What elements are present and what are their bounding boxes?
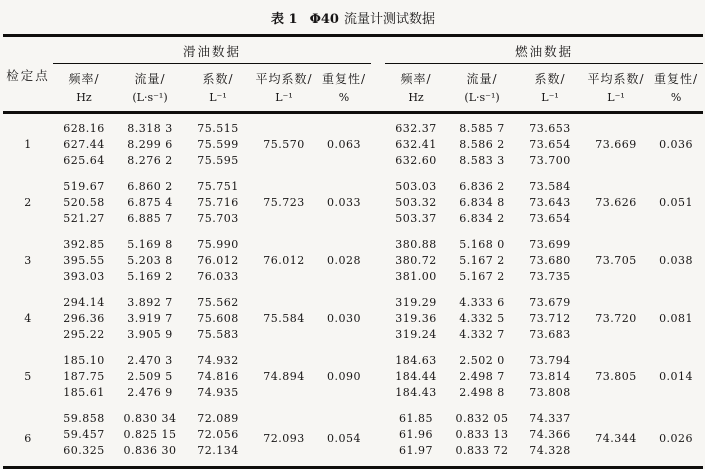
data-row — [3, 113, 703, 138]
col-unit: % — [670, 91, 682, 104]
col-header-fuel-rep — [649, 64, 703, 113]
fuel-freq-value: 632.37 — [395, 122, 437, 135]
point-id: 2 — [24, 196, 32, 209]
col-unit: (L·s⁻¹) — [132, 91, 168, 104]
point-id: 3 — [24, 254, 32, 267]
lube-avg-coef: 75.584 — [263, 312, 305, 325]
lube-avg-coef: 76.012 — [263, 254, 305, 267]
fuel-coef-value: 73.683 — [529, 328, 571, 341]
lube-coef-value: 72.089 — [197, 412, 239, 425]
lube-flow-value: 8.276 2 — [127, 154, 173, 167]
lube-flow-value: 0.830 34 — [123, 412, 177, 425]
fuel-freq-value: 503.37 — [395, 212, 437, 225]
fuel-freq-value: 503.03 — [395, 180, 437, 193]
fuel-repeatability: 0.014 — [659, 370, 694, 383]
col-unit: L⁻¹ — [209, 91, 227, 104]
fuel-avg-coef: 73.805 — [595, 370, 637, 383]
fuel-freq-value: 184.63 — [395, 354, 437, 367]
point-id: 5 — [24, 370, 32, 383]
fuel-coef-value: 74.366 — [529, 428, 571, 441]
fuel-freq-value: 380.72 — [395, 254, 437, 267]
lube-repeatability: 0.063 — [327, 138, 362, 151]
fuel-coef-value: 73.584 — [529, 180, 571, 193]
col-unit: Hz — [76, 91, 92, 104]
col-unit: (L·s⁻¹) — [464, 91, 500, 104]
fuel-flow-value: 8.583 3 — [459, 154, 505, 167]
lube-coef-value: 75.595 — [197, 154, 239, 167]
lube-freq-value: 628.16 — [63, 122, 105, 135]
table-body — [3, 113, 703, 468]
fuel-flow-value: 2.498 7 — [459, 370, 505, 383]
lube-freq-value: 521.27 — [63, 212, 105, 225]
fuel-flow-value: 6.834 2 — [459, 212, 505, 225]
lube-avg-coef: 74.894 — [263, 370, 305, 383]
fuel-flow-value: 8.585 7 — [459, 122, 505, 135]
lube-freq-value: 59.457 — [63, 428, 105, 441]
lube-coef-value: 74.816 — [197, 370, 239, 383]
group-header-row — [3, 36, 703, 64]
lube-freq-value: 60.325 — [63, 444, 105, 457]
fuel-flow-value: 5.167 2 — [459, 254, 505, 267]
fuel-avg-coef: 73.669 — [595, 138, 637, 151]
table-title — [3, 8, 703, 27]
fuel-flow-value: 0.832 05 — [455, 412, 509, 425]
lube-freq-value: 187.75 — [63, 370, 105, 383]
lube-flow-value: 8.299 6 — [127, 138, 173, 151]
lube-coef-value: 72.056 — [197, 428, 239, 441]
col-header-lube-rep — [317, 64, 371, 113]
fuel-freq-value: 184.43 — [395, 386, 437, 399]
col-label: 流量/ — [466, 72, 498, 86]
fuel-coef-value: 73.680 — [529, 254, 571, 267]
fuel-coef-value: 73.654 — [529, 212, 571, 225]
group-gap-cell — [371, 285, 385, 343]
fuel-repeatability: 0.081 — [659, 312, 694, 325]
sub-header-row — [3, 64, 703, 113]
fuel-freq-value: 632.41 — [395, 138, 437, 151]
lube-repeatability: 0.028 — [327, 254, 362, 267]
lube-avg-coef: 75.723 — [263, 196, 305, 209]
fuel-avg-coef: 73.705 — [595, 254, 637, 267]
col-unit: Hz — [408, 91, 424, 104]
lube-freq-value: 520.58 — [63, 196, 105, 209]
fuel-repeatability: 0.051 — [659, 196, 694, 209]
lube-flow-value: 8.318 3 — [127, 122, 173, 135]
lube-freq-value: 519.67 — [63, 180, 105, 193]
col-unit: L⁻¹ — [541, 91, 559, 104]
lube-flow-value: 6.885 7 — [127, 212, 173, 225]
fuel-flow-value: 6.836 2 — [459, 180, 505, 193]
fuel-freq-value: 319.29 — [395, 296, 437, 309]
col-unit: L⁻¹ — [275, 91, 293, 104]
lube-repeatability: 0.054 — [327, 431, 362, 445]
lube-repeatability: 0.030 — [327, 312, 362, 325]
col-header-point: 检定点 — [3, 36, 53, 113]
fuel-flow-value: 4.332 7 — [459, 328, 505, 341]
fuel-coef-value: 74.328 — [529, 444, 571, 457]
fuel-repeatability: 0.038 — [659, 254, 694, 267]
group-header-fuel: 燃油数据 — [385, 36, 703, 64]
lube-freq-value: 59.858 — [63, 412, 105, 425]
lube-flow-value: 3.919 7 — [127, 312, 173, 325]
fuel-freq-value: 319.36 — [395, 312, 437, 325]
group-gap-cell — [371, 113, 385, 170]
fuel-avg-coef: 74.344 — [595, 431, 637, 445]
lube-flow-value: 0.836 30 — [123, 444, 177, 457]
title-text: 流量计测试数据 — [343, 12, 435, 27]
point-id: 1 — [24, 138, 32, 151]
lube-freq-value: 185.10 — [63, 354, 105, 367]
lube-coef-value: 75.583 — [197, 328, 239, 341]
fuel-freq-value: 381.00 — [395, 270, 437, 283]
fuel-flow-value: 0.833 13 — [455, 428, 509, 441]
lube-coef-value: 74.935 — [197, 386, 239, 399]
lube-flow-value: 0.825 15 — [123, 428, 177, 441]
col-label: 频率/ — [68, 72, 100, 86]
col-label: 平均系数/ — [587, 72, 645, 86]
col-unit: L⁻¹ — [607, 91, 625, 104]
lube-coef-value: 74.932 — [197, 354, 239, 367]
lube-flow-value: 6.875 4 — [127, 196, 173, 209]
lube-coef-value: 75.990 — [197, 238, 239, 251]
fuel-coef-value: 74.337 — [529, 412, 571, 425]
fuel-freq-value: 319.24 — [395, 328, 437, 341]
lube-repeatability: 0.033 — [327, 196, 362, 209]
lube-flow-value: 2.476 9 — [127, 386, 173, 399]
lube-coef-value: 72.134 — [197, 444, 239, 457]
lube-freq-value: 185.61 — [63, 386, 105, 399]
lube-freq-value: 393.03 — [63, 270, 105, 283]
group-gap-cell — [371, 401, 385, 468]
lube-coef-value: 75.716 — [197, 196, 239, 209]
fuel-freq-value: 632.60 — [395, 154, 437, 167]
fuel-flow-value: 4.332 5 — [459, 312, 505, 325]
fuel-coef-value: 73.814 — [529, 370, 571, 383]
fuel-freq-value: 61.85 — [399, 412, 434, 425]
col-label: 频率/ — [400, 72, 432, 86]
fuel-flow-value: 4.333 6 — [459, 296, 505, 309]
lube-freq-value: 395.55 — [63, 254, 105, 267]
col-header-fuel-coef — [517, 64, 583, 113]
lube-coef-value: 75.751 — [197, 180, 239, 193]
fuel-coef-value: 73.654 — [529, 138, 571, 151]
col-header-fuel-flow — [447, 64, 517, 113]
fuel-coef-value: 73.794 — [529, 354, 571, 367]
fuel-freq-value: 61.97 — [399, 444, 434, 457]
col-header-lube-flow — [115, 64, 185, 113]
col-label: 系数/ — [202, 72, 234, 86]
data-row — [3, 169, 703, 195]
group-header-lube: 滑油数据 — [53, 36, 371, 64]
lube-coef-value: 76.033 — [197, 270, 239, 283]
fuel-freq-value: 380.88 — [395, 238, 437, 251]
col-label: 重复性/ — [322, 72, 367, 86]
lube-flow-value: 3.905 9 — [127, 328, 173, 341]
lube-flow-value: 3.892 7 — [127, 296, 173, 309]
fuel-flow-value: 6.834 8 — [459, 196, 505, 209]
col-header-lube-avg — [251, 64, 317, 113]
col-label: 平均系数/ — [255, 72, 313, 86]
fuel-coef-value: 73.679 — [529, 296, 571, 309]
col-header-lube-coef — [185, 64, 251, 113]
fuel-coef-value: 73.700 — [529, 154, 571, 167]
lube-avg-coef: 72.093 — [263, 431, 305, 445]
lube-freq-value: 295.22 — [63, 328, 105, 341]
lube-repeatability: 0.090 — [327, 370, 362, 383]
fuel-flow-value: 0.833 72 — [455, 444, 509, 457]
fuel-freq-value: 184.44 — [395, 370, 437, 383]
fuel-flow-value: 5.168 0 — [459, 238, 505, 251]
fuel-coef-value: 73.643 — [529, 196, 571, 209]
lube-coef-value: 75.599 — [197, 138, 239, 151]
fuel-freq-value: 503.32 — [395, 196, 437, 209]
fuel-flow-value: 2.498 8 — [459, 386, 505, 399]
lube-freq-value: 392.85 — [63, 238, 105, 251]
fuel-repeatability: 0.026 — [659, 431, 694, 445]
group-gap-cell — [371, 227, 385, 285]
data-row — [3, 343, 703, 369]
col-label: 系数/ — [534, 72, 566, 86]
lube-flow-value: 5.203 8 — [127, 254, 173, 267]
lube-flow-value: 6.860 2 — [127, 180, 173, 193]
fuel-avg-coef: 73.720 — [595, 312, 637, 325]
col-header-fuel-freq — [385, 64, 447, 113]
fuel-freq-value: 61.96 — [399, 428, 434, 441]
col-label: 流量/ — [134, 72, 166, 86]
fuel-flow-value: 2.502 0 — [459, 354, 505, 367]
lube-coef-value: 75.515 — [197, 122, 239, 135]
lube-flow-value: 5.169 8 — [127, 238, 173, 251]
lube-freq-value: 296.36 — [63, 312, 105, 325]
lube-flow-value: 2.509 5 — [127, 370, 173, 383]
group-gap-cell — [371, 169, 385, 227]
fuel-coef-value: 73.699 — [529, 238, 571, 251]
group-gap-cell — [371, 343, 385, 401]
lube-avg-coef: 75.570 — [263, 138, 305, 151]
table-number: 表 1 — [270, 12, 298, 27]
point-id: 4 — [24, 312, 32, 325]
group-gap — [371, 36, 385, 113]
data-row — [3, 401, 703, 427]
point-id: 6 — [24, 431, 32, 445]
lube-coef-value: 75.608 — [197, 312, 239, 325]
col-header-fuel-avg — [583, 64, 649, 113]
lube-freq-value: 627.44 — [63, 138, 105, 151]
fuel-flow-value: 8.586 2 — [459, 138, 505, 151]
flowmeter-test-data-table — [3, 34, 703, 469]
col-unit: % — [338, 91, 350, 104]
fuel-coef-value: 73.653 — [529, 122, 571, 135]
col-header-lube-freq — [53, 64, 115, 113]
data-row — [3, 285, 703, 311]
lube-coef-value: 75.703 — [197, 212, 239, 225]
fuel-coef-value: 73.735 — [529, 270, 571, 283]
fuel-flow-value: 5.167 2 — [459, 270, 505, 283]
lube-freq-value: 294.14 — [63, 296, 105, 309]
lube-coef-value: 76.012 — [197, 254, 239, 267]
col-label: 重复性/ — [654, 72, 699, 86]
model-designation: Φ40 — [309, 12, 339, 27]
lube-freq-value: 625.64 — [63, 154, 105, 167]
fuel-avg-coef: 73.626 — [595, 196, 637, 209]
lube-flow-value: 2.470 3 — [127, 354, 173, 367]
lube-coef-value: 75.562 — [197, 296, 239, 309]
fuel-coef-value: 73.712 — [529, 312, 571, 325]
fuel-repeatability: 0.036 — [659, 138, 694, 151]
data-row — [3, 227, 703, 253]
fuel-coef-value: 73.808 — [529, 386, 571, 399]
lube-flow-value: 5.169 2 — [127, 270, 173, 283]
